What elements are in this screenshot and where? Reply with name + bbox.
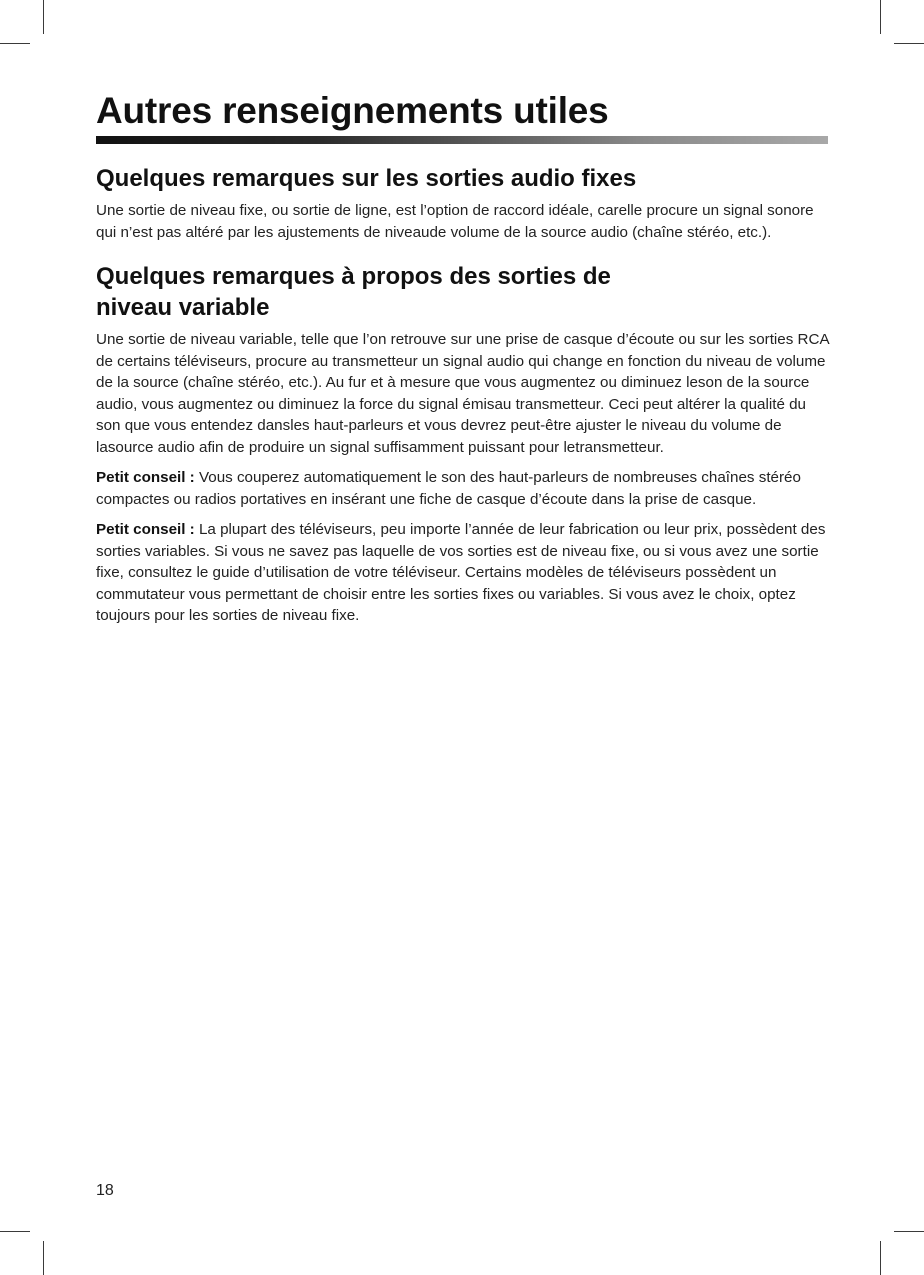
tip-label: Petit conseil : xyxy=(96,521,195,538)
crop-mark-bottom-right-horizontal xyxy=(894,1231,924,1232)
crop-mark-top-right-vertical xyxy=(880,0,881,34)
page-number: 18 xyxy=(96,1182,114,1199)
paragraph-fixed-outputs: Une sortie de niveau fixe, ou sortie de ligne, est l’option de raccord idéale, carelle procure un signal sonore qui n’est pas altéré par les ajustements de niveaude volume de la source audio (chaîne stéréo, etc.). xyxy=(96,202,814,241)
tip-paragraph xyxy=(96,519,830,627)
tip-text: La plupart des téléviseurs, peu importe l’année de leur fabrication ou leur prix, possèdent des sorties variables. Si vous ne savez pas laquelle de vos sorties est de niveau fixe, ou si vous avez une sortie fixe, consultez le guide d’utilisation de votre téléviseur. Certains modèles de téléviseurs possèdent un commutateur vous permettant de choisir entre les sorties fixes ou variables. Si vous avez le choix, optez toujours pour les sorties de niveau fixe. xyxy=(96,521,826,624)
title-rule xyxy=(96,136,828,144)
section-heading-line2: niveau variable xyxy=(96,294,270,321)
tip-label: Petit conseil : xyxy=(96,469,195,486)
page-content xyxy=(96,163,830,627)
crop-mark-top-right-horizontal xyxy=(894,43,924,44)
paragraph-variable-outputs: Une sortie de niveau variable, telle que l’on retrouve sur une prise de casque d’écoute ou sur les sorties RCA de certains téléviseurs, procure au transmetteur un signal audio qui change en fonction du niveau de volume de la source (chaîne stéréo, etc.). Au fur et à mesure que vous augmentez ou diminuez leson de la source audio, vous augmentez ou diminuez la force du signal émisau transmetteur. Ceci peut altérer la qualité du son que vous entendez dansles haut-parleurs et vous devrez peut-être ajuster le niveau du volume de lasource audio afin de produire un signal suffisamment puissant pour letransmetteur. xyxy=(96,331,829,456)
section-heading-variable-outputs xyxy=(96,261,830,323)
crop-mark-bottom-right-vertical xyxy=(880,1241,881,1275)
tip-paragraph xyxy=(96,467,830,510)
crop-mark-bottom-left-vertical xyxy=(43,1241,44,1275)
crop-mark-bottom-left-horizontal xyxy=(0,1231,30,1232)
tip-text: Vous couperez automatiquement le son des haut-parleurs de nombreuses chaînes stéréo compactes ou radios portatives en insérant une fiche de casque d’écoute dans la prise de casque. xyxy=(96,469,801,508)
crop-mark-top-left-horizontal xyxy=(0,43,30,44)
section-heading-line1: Quelques remarques à propos des sorties de xyxy=(96,263,611,290)
page-title: Autres renseignements utiles xyxy=(96,90,609,131)
section-variable-outputs xyxy=(96,261,830,627)
section-fixed-outputs xyxy=(96,163,830,243)
section-heading-fixed-outputs: Quelques remarques sur les sorties audio fixes xyxy=(96,165,637,192)
crop-mark-top-left-vertical xyxy=(43,0,44,34)
